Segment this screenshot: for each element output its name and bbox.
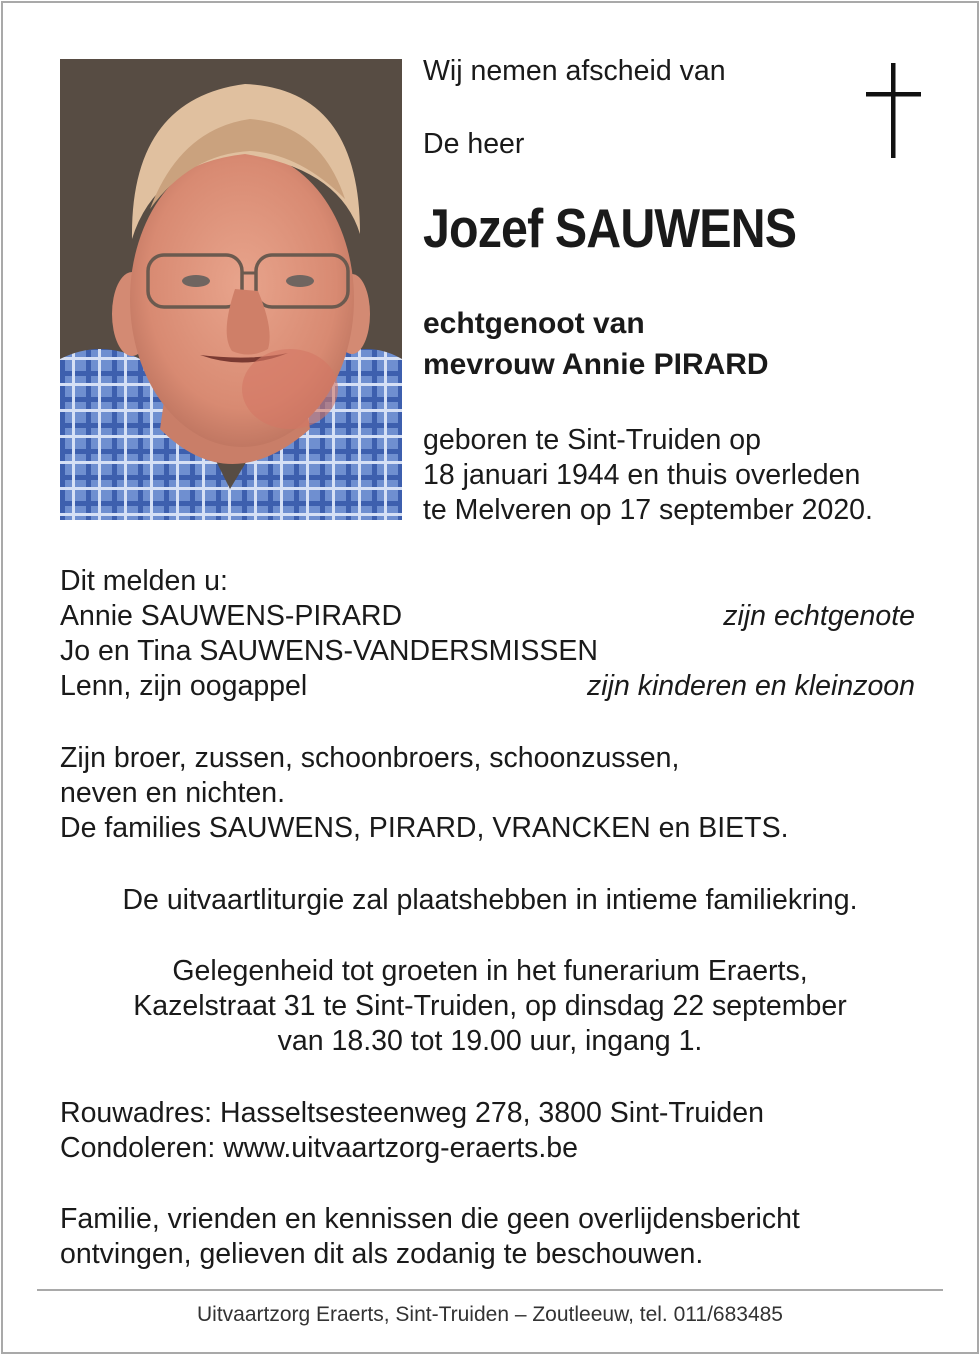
footer-text: Uitvaartzorg Eraerts, Sint-Truiden – Zoutleeuw, tel. 011/683485 bbox=[197, 1303, 783, 1326]
family-line-2: neven en nichten. bbox=[60, 777, 286, 809]
family-line-1: Zijn broer, zussen, schoonbroers, schoonzussen, bbox=[60, 742, 680, 774]
visitation-line-2: Kazelstraat 31 te Sint-Truiden, op dinsdag 22 september bbox=[133, 990, 847, 1022]
announcer-relation: zijn kinderen en kleinzoon bbox=[587, 670, 915, 702]
announcer-relation: zijn echtgenote bbox=[723, 600, 915, 632]
condolences-link: Condoleren: www.uitvaartzorg-eraerts.be bbox=[60, 1132, 578, 1164]
spouse-line-2: mevrouw Annie PIRARD bbox=[423, 348, 769, 381]
announcers-intro: Dit melden u: bbox=[60, 565, 228, 597]
bio-line-3: te Melveren op 17 september 2020. bbox=[423, 494, 873, 526]
salutation: De heer bbox=[423, 128, 525, 160]
intro-text: Wij nemen afscheid van bbox=[423, 55, 726, 87]
mourning-address: Rouwadres: Hasseltsesteenweg 278, 3800 Sint-Truiden bbox=[60, 1097, 764, 1129]
bio-line-2: 18 januari 1944 en thuis overleden bbox=[423, 459, 861, 491]
liturgy-text: De uitvaartliturgie zal plaatshebben in intieme familiekring. bbox=[122, 884, 858, 916]
visitation-line-3: van 18.30 tot 19.00 uur, ingang 1. bbox=[277, 1025, 703, 1057]
announcer-name: Annie SAUWENS-PIRARD bbox=[60, 600, 403, 632]
bio-line-1: geboren te Sint-Truiden op bbox=[423, 424, 761, 456]
family-line-3: De families SAUWENS, PIRARD, VRANCKEN en BIETS. bbox=[60, 812, 789, 844]
cross-icon bbox=[866, 63, 921, 158]
announcer-name: Jo en Tina SAUWENS-VANDERSMISSEN bbox=[60, 635, 598, 667]
closing-line-2: ontvingen, gelieven dit als zodanig te beschouwen. bbox=[60, 1238, 704, 1270]
portrait-photo bbox=[60, 59, 402, 520]
closing-line-1: Familie, vrienden en kennissen die geen overlijdensbericht bbox=[60, 1203, 800, 1235]
announcer-name: Lenn, zijn oogappel bbox=[60, 670, 308, 702]
spouse-line-1: echtgenoot van bbox=[423, 307, 645, 340]
visitation-line-1: Gelegenheid tot groeten in het funerarium Eraerts, bbox=[172, 955, 808, 987]
footer-divider bbox=[37, 1289, 943, 1291]
deceased-name: Jozef SAUWENS bbox=[423, 197, 797, 259]
